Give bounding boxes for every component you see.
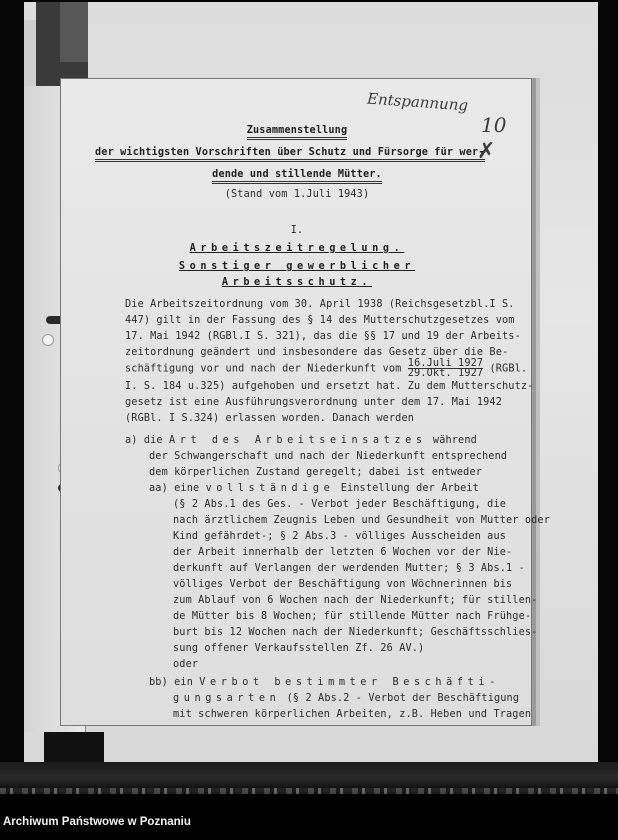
section-heading: Arbeitszeitregelung. [189,243,405,254]
item-aa-line: der Arbeit innerhalb der letzten 6 Wochen vor der Nie- [173,547,513,558]
film-noise [0,788,618,794]
item-a-line: der Schwangerschaft und nach der Niederkunft entsprechend [149,451,508,462]
document-page [60,78,551,726]
item-bb-line: gungsarten (§ 2 Abs.2 - Verbot der Beschäftigung [173,693,520,704]
paragraph-line: gesetz ist eine Ausführungsverordnung unter dem 17. Mai 1942 [125,397,503,408]
item-aa-line: Kind gefährdet-; § 2 Abs.3 - völliges Ausscheiden aus [173,531,507,542]
item-aa-line: zum Ablauf von 6 Wochen nach der Niederkunft; für stillen- [173,595,538,606]
title-line-1: Zusammenstellung [61,125,533,136]
date-line: (Stand vom 1.Juli 1943) [224,189,370,200]
item-bb-line: mit schweren körperlichen Arbeiten, z.B. Heben und Tragen [173,709,532,720]
paragraph-line: 17. Mai 1942 (RGBl.I S. 321), das die §§ 17 und 19 der Arbeits- [125,331,521,342]
paragraph-line: 447) gilt in der Fassung des § 14 des Mutterschutzgesetzes vom [125,315,515,326]
paragraph-line: (RGBl. I S.324) erlassen worden. Danach werden [125,413,415,424]
section-heading: Arbeitsschutz. [221,277,373,288]
punch-hole [42,334,54,346]
section-number: I. [290,225,304,236]
item-aa-line: de Mütter bis 8 Wochen; für stillende Mütter nach Frühge- [173,611,532,622]
item-aa-line: derkunft auf Verlangen der werdenden Mutter; § 3 Abs.1 - [173,563,525,574]
handwritten-page-number: 10 [481,113,507,137]
item-a-line: a) die Art des Arbeitseinsatzes während [125,435,477,446]
item-a-line: dem körperlichen Zustand geregelt; dabei ist entweder [149,467,483,478]
archive-footer [0,812,618,840]
item-aa-line: völliges Verbot der Beschäftigung von Wöchnerinnen bis [173,579,513,590]
archive-name: Archiwum Państwowe w Poznaniu [3,816,191,828]
date-fraction: $\frac{\text{16.Juli 1927}}{\text{29.Okt. 1927}}$ [407,358,484,379]
section-heading: Sonstiger gewerblicher [178,261,416,272]
handwritten-cross-mark: ✗ [477,139,496,164]
item-bb-line: bb) ein Verbot bestimmter Beschäfti- [149,677,500,688]
title-line-2: der wichtigsten Vorschriften über Schutz und Fürsorge für wer- [95,147,485,158]
title-line-3: dende und stillende Mütter. [61,169,533,180]
paragraph-line: zeitordnung geändert und insbesondere das Gesetz über die Be- [125,347,509,358]
paragraph-line: schäftigung vor und nach der Niederkunft vom $\frac{\text{16.Juli 1927}}{\text{29.Okt. 1927}}$ (RGBl. [125,358,528,379]
binder-shadow [44,732,104,762]
binder-strip-shadow [60,2,88,62]
paragraph-line: I. S. 184 u.325) aufgehoben und ersetzt hat. Zu dem Mutterschutz- [125,381,534,392]
item-aa-line: sung offener Verkaufsstellen Zf. 26 AV.) [173,643,425,654]
item-aa-line: burt bis 12 Wochen nach der Niederkunft; Geschäftsschlies- [173,627,538,638]
paragraph-line: Die Arbeitszeitordnung vom 30. April 1938 (Reichsgesetzbl.I S. [125,299,515,310]
item-aa-line: nach ärztlichem Zeugnis Leben und Gesundheit von Mutter oder [173,515,551,526]
item-aa-line: (§ 2 Abs.1 des Ges. - Verbot jeder Beschäftigung, die [173,499,507,510]
item-aa-or: oder [173,659,199,670]
item-aa-line: aa) eine vollständige Einstellung der Arbeit [149,483,479,494]
handwritten-note: Entspannung [366,89,469,115]
